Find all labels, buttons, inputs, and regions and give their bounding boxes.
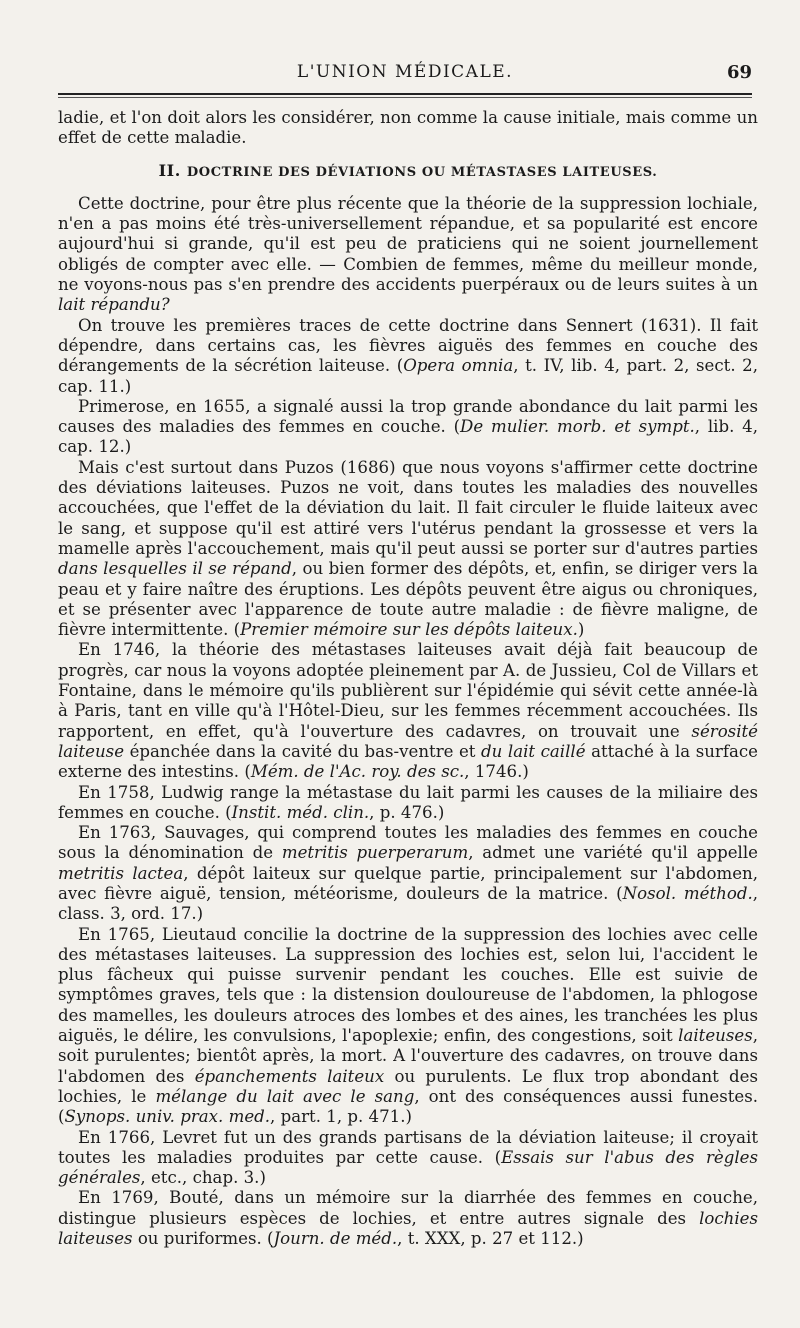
paragraph: En 1769, Bouté, dans un mémoire sur la diarrhée des femmes en couche, distingue plusieurs espèces de lochies, et entre autres signale des lochies laiteuses ou puriformes. (Journ. de méd., t. XXX, p. 27 et 112.) (58, 1188, 758, 1249)
citation-title: Nosol. méthod. (622, 883, 753, 903)
paragraph: En 1746, la théorie des métastases laiteuses avait déjà fait beaucoup de progrès, car nous la voyons adoptée pleinement par A. de Jussieu, Col de Villars et Fontaine, dans le mémoire qu'ils publièrent sur l'épidémie qui sévit cette année-là à Paris, tant en ville qu'à l'Hôtel-Dieu, sur les femmes récemment accouchées. Ils rapportent, en effet, qu'à l'ouverture des cadavres, on trouvait une sérosité laiteuse épanchée dans la cavité du bas-ventre et du lait caillé attaché à la surface externe des intestins. (Mém. de l'Ac. roy. des sc., 1746.) (58, 640, 758, 782)
header-rule (58, 93, 752, 95)
italic-phrase: sérosité laiteuse (58, 721, 758, 761)
article-body (58, 108, 758, 1249)
running-title: L'UNION MÉDICALE. (296, 62, 514, 82)
paragraph: En 1765, Lieutaud concilie la doctrine de la suppression des lochies avec celle des métastases laiteuses. La suppression des lochies est, selon lui, l'accident le plus fâcheux qui puisse survenir pendant les couches. Elle est suivie de symptômes graves, tels que : la distension douloureuse de l'abdomen, la phlogose des mamelles, les douleurs atroces des lombes et des aines, les tranchées les plus aiguës, le délire, les convulsions, l'apoplexie; enfin, des congestions, soit laiteuses, soit purulentes; bientôt après, la mort. A l'ouverture des cadavres, on trouve dans l'abdomen des épanchements laiteux ou purulents. Le flux trop abondant des lochies, le mélange du lait avec le sang, ont des conséquences aussi funestes. (Synops. univ. prax. med., part. 1, p. 471.) (58, 924, 758, 1127)
paragraph: En 1758, Ludwig range la métastase du lait parmi les causes de la miliaire des femmes en couche. (Instit. méd. clin., p. 476.) (58, 782, 758, 822)
citation-title: Journ. de méd. (273, 1229, 398, 1249)
citation-title: Opera omnia (403, 356, 514, 376)
page-number: 69 (726, 62, 752, 83)
italic-phrase: laiteuses (678, 1026, 753, 1046)
paragraph: En 1763, Sauvages, qui comprend toutes les maladies des femmes en couche sous la dénomination de metritis puerperarum, admet une variété qu'il appelle metritis lactea, dépôt laiteux sur quelque partie, principalement sur l'abdomen, avec fièvre aiguë, tension, météorisme, douleurs de la matrice. (Nosol. méthod., class. 3, ord. 17.) (58, 823, 758, 924)
italic-phrase: mélange du lait avec le sang (155, 1086, 415, 1106)
page-header (58, 62, 752, 84)
italic-phrase: épanchements laiteux (194, 1066, 385, 1086)
section-title: DOCTRINE DES DÉVIATIONS OU MÉTASTASES LAITEUSES. (186, 164, 658, 180)
paragraph: En 1766, Levret fut un des grands partisans de la déviation laiteuse; il croyait toutes les maladies produites par cette cause. (Essais sur l'abus des règles générales, etc., chap. 3.) (58, 1127, 759, 1188)
citation-title: Essais sur l'abus des règles générales (58, 1147, 759, 1188)
citation-title: Premier mémoire sur les dépôts laiteux. (240, 620, 578, 640)
italic-phrase: lait répandu? (58, 295, 170, 315)
citation-title: De mulier. morb. et sympt. (460, 417, 695, 437)
italic-phrase: lochies laiteuses (58, 1208, 758, 1249)
citation-title: Instit. méd. clin. (231, 802, 370, 822)
italic-phrase: du lait caillé (481, 741, 586, 761)
header-rule-thin (58, 97, 752, 98)
italic-phrase: metritis lactea (58, 863, 184, 883)
section-heading (58, 161, 758, 183)
paragraph: Primerose, en 1655, a signalé aussi la trop grande abondance du lait parmi les causes des maladies des femmes en couche. (De mulier. morb. et sympt., lib. 4, cap. 12.) (58, 396, 758, 457)
paragraph: On trouve les premières traces de cette doctrine dans Sennert (1631). Il fait dépendre, dans certains cas, les fièvres aiguës des femmes en couche des dérangements de la sécrétion laiteuse. (Opera omnia, t. IV, lib. 4, part. 2, sect. 2, cap. 11.) (58, 315, 759, 396)
italic-phrase: dans lesquelles il se répand (58, 559, 292, 579)
paragraph-continuation: ladie, et l'on doit alors les considérer, non comme la cause initiale, mais comme un effet de cette maladie. (58, 108, 758, 148)
italic-phrase: metritis puerperarum (281, 843, 469, 863)
citation-title: Synops. univ. prax. med. (64, 1107, 271, 1127)
section-number: II. (158, 160, 181, 180)
paragraph: Mais c'est surtout dans Puzos (1686) que nous voyons s'affirmer cette doctrine des déviations laiteuses. Puzos ne voit, dans toutes les maladies des nouvelles accouchées, que l'effet de la déviation du lait. Il fait circuler le fluide laiteux avec le sang, et suppose qu'il est attiré vers l'utérus pendant la grossesse et vers la mamelle après l'accouchement, mais qu'il peut aussi se porter sur d'autres parties dans lesquelles il se répand, ou bien former des dépôts, et, enfin, se diriger vers la peau et y faire naître des éruptions. Les dépôts peuvent être aigus ou chroniques, et se présenter avec l'apparence de toute autre maladie : de fièvre maligne, de fièvre intermittente. (Premier mémoire sur les dépôts laiteux.) (58, 457, 758, 640)
citation-title: Mém. de l'Ac. roy. des sc. (250, 762, 465, 782)
paragraph: Cette doctrine, pour être plus récente que la théorie de la suppression lochiale, n'en a pas moins été très-universellement répandue, et sa popularité est encore aujourd'hui si grande, qu'il est peu de praticiens qui ne soient journellement obligés de compter avec elle. — Combien de femmes, même du meilleur monde, ne voyons-nous pas s'en prendre des accidents puerpéraux ou de leurs suites à un lait répandu? (58, 193, 758, 315)
